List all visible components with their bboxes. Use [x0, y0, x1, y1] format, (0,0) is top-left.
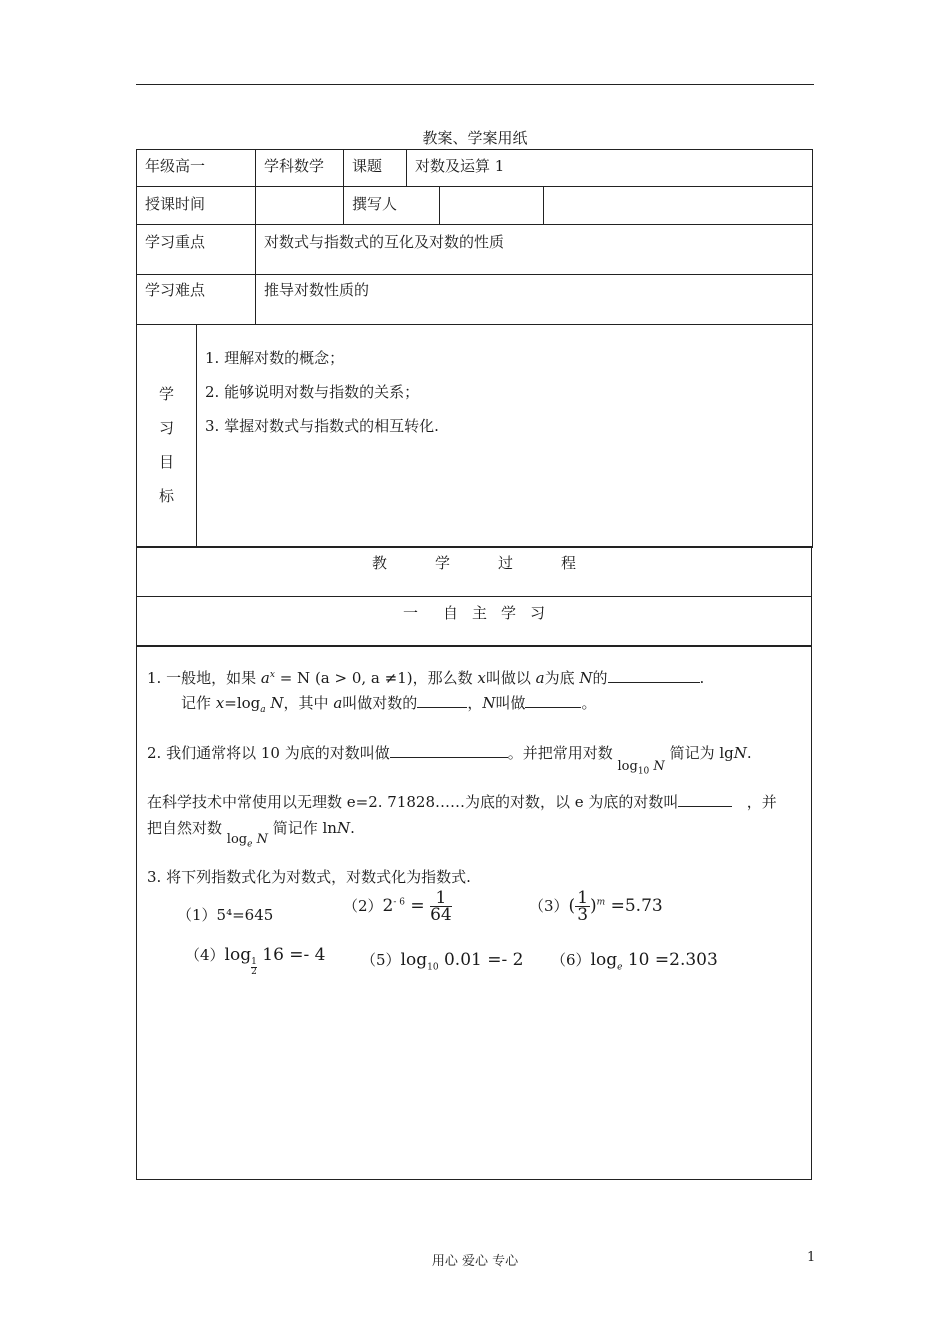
- page-number: 1: [807, 1250, 816, 1265]
- question-1: 1. 一般地，如果 $a^x = N$ (a > 0, a ≠1)，那么数 x叫做以 a为底 N的 .: [147, 669, 705, 687]
- empty-cell: [544, 187, 813, 225]
- objectives-label-char: 目: [158, 453, 174, 471]
- question-2: 2. 我们通常将以 10 为底的对数叫做 。并把常用对数 $\log_{10} N$ 简记为 lgN.: [147, 744, 752, 777]
- topic-label: 课题: [344, 150, 407, 187]
- section-heading: [137, 597, 812, 647]
- objectives-table: [136, 324, 813, 548]
- answer-blank[interactable]: [525, 693, 581, 708]
- info-table: [136, 149, 813, 325]
- footer-text: 用心 爱心 专心: [431, 1254, 519, 1269]
- time-value: [256, 187, 344, 225]
- section-char: 自: [442, 604, 458, 622]
- process-char: 学: [434, 554, 450, 572]
- exercise-table: [136, 645, 812, 1180]
- process-table: [136, 546, 812, 647]
- subject-cell: 学科数学: [256, 150, 344, 187]
- author-value: [440, 187, 544, 225]
- objectives-label: [137, 325, 197, 548]
- answer-blank[interactable]: [390, 743, 508, 758]
- objectives-label-char: 习: [158, 419, 174, 437]
- objective-item: 2. 能够说明对数与指数的关系；: [205, 383, 420, 401]
- exercise-1: （1）5⁴=645: [177, 906, 274, 924]
- exercise-2: $(2)2^{- 6}$ = $\frac{1}{64}$: [343, 888, 452, 925]
- grade-cell: 年级高一: [137, 150, 256, 187]
- process-char: 程: [561, 554, 577, 572]
- difficulty-value: 推导对数性质的: [256, 275, 813, 325]
- question-2-ln: 把自然对数 $\log_e N$ 简记作 lnN.: [147, 819, 355, 850]
- process-heading: [137, 547, 812, 597]
- question-1-note: 记作 $x=\log_a$ N，其中 a叫做对数的 ，N叫做 。: [181, 694, 597, 715]
- objectives-label-char: 学: [158, 385, 174, 403]
- answer-blank[interactable]: [417, 693, 467, 708]
- difficulty-label: 学习难点: [137, 275, 256, 325]
- header-rule: [136, 84, 814, 85]
- objective-item: 1. 理解对数的概念；: [205, 349, 345, 367]
- section-char: 一: [402, 604, 418, 622]
- objectives-label-char: 标: [158, 487, 174, 505]
- process-char: 教: [371, 554, 387, 572]
- question-2-natural: 在科学技术中常使用以无理数 e=2. 71828……为底的对数，以 e 为底的对数叫 ，并: [147, 793, 777, 811]
- time-label: 授课时间: [137, 187, 256, 225]
- exercise-5: $(5)\log_{10}$ 0.01 =- 2: [361, 950, 524, 973]
- focus-value: 对数式与指数式的互化及对数的性质: [256, 225, 813, 275]
- question-3: 3. 将下列指数式化为对数式，对数式化为指数式.: [147, 868, 471, 886]
- fraction: $\frac{1}{64}$: [430, 888, 452, 925]
- objectives-list: [197, 325, 813, 548]
- exercise-6: $(6)\log_e$ 10 =2.303: [551, 950, 718, 973]
- focus-label: 学习重点: [137, 225, 256, 275]
- exercise-4: （4）log $\frac{1}{2}$ 16 =- 4: [185, 945, 326, 977]
- author-label: 撰写人: [344, 187, 440, 225]
- section-char: 学: [501, 604, 517, 622]
- answer-blank[interactable]: [678, 792, 732, 807]
- process-char: 过: [498, 554, 514, 572]
- topic-value: 对数及运算 1: [407, 150, 813, 187]
- answer-blank[interactable]: [608, 668, 700, 683]
- exercise-cell: [137, 646, 812, 1180]
- fraction: $\frac{1}{3}$: [577, 888, 589, 925]
- document-title: 教案、学案用纸: [422, 129, 528, 147]
- exercise-3: （3）( $\frac{1}{3}$ )$^m$ =5.73: [529, 888, 663, 925]
- section-char: 主: [471, 604, 487, 622]
- section-char: 习: [530, 604, 546, 622]
- objective-item: 3. 掌握对数式与指数式的相互转化.: [205, 417, 439, 435]
